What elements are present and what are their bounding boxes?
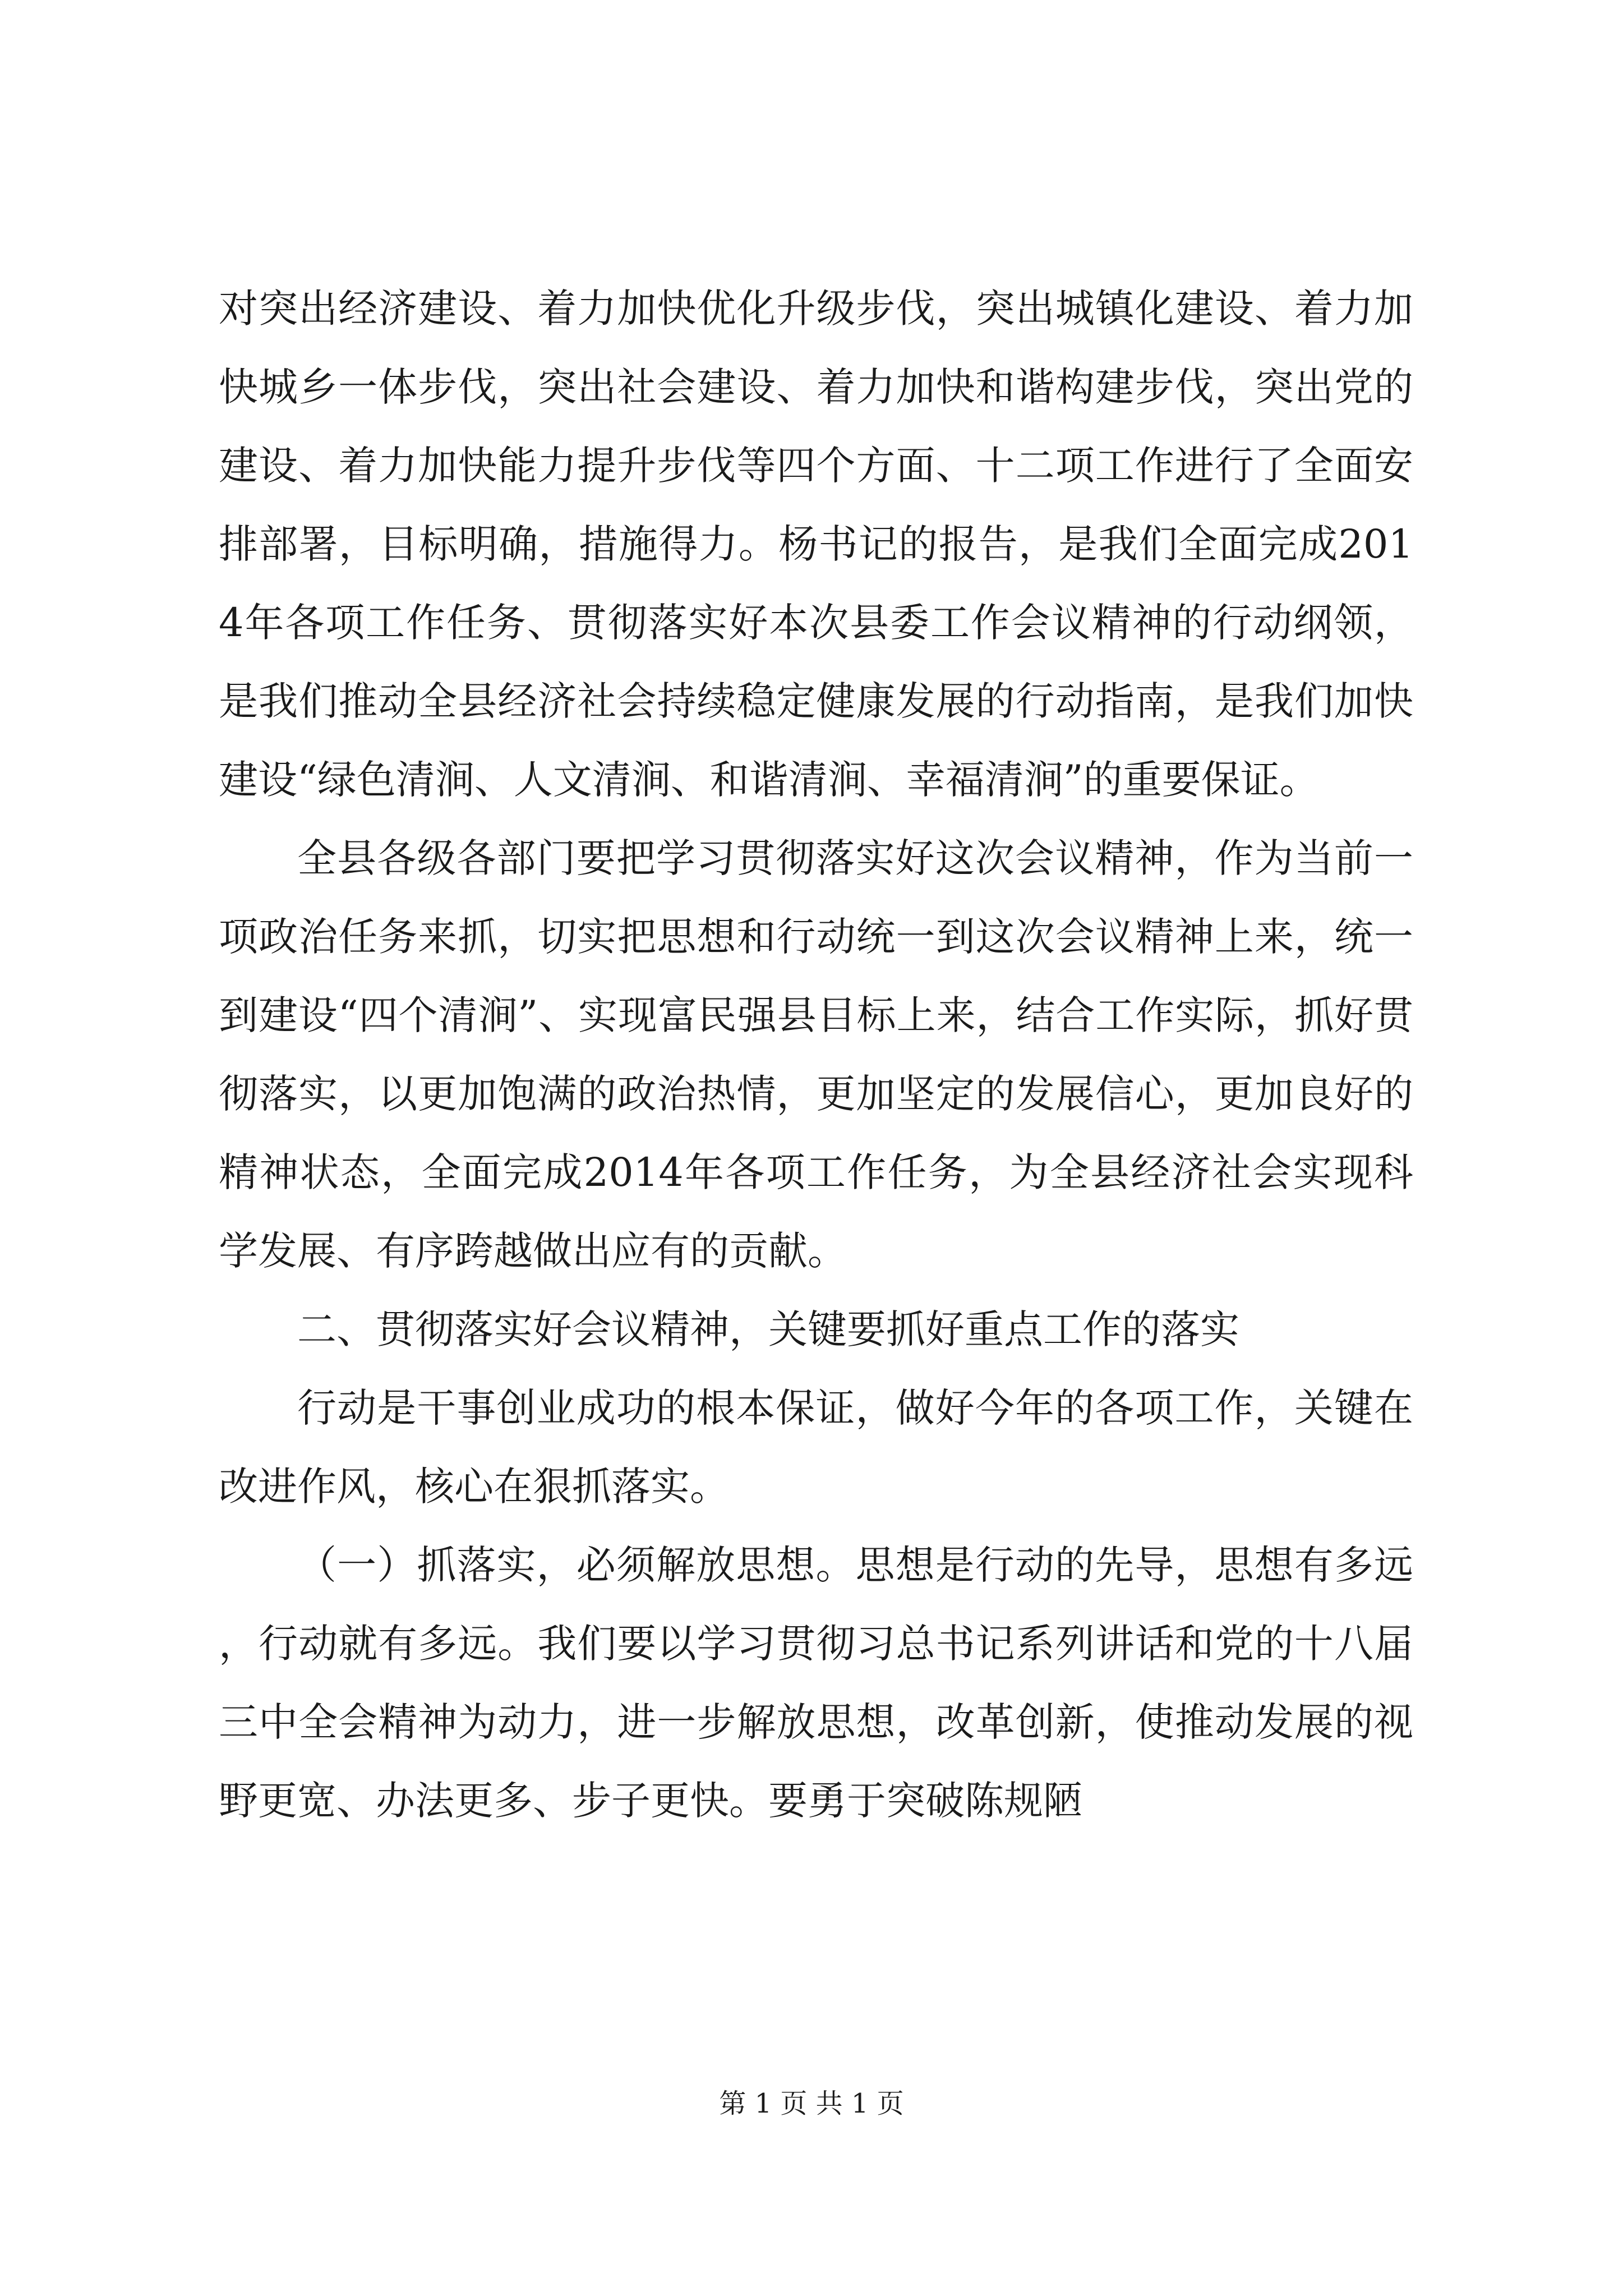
- section-heading: 二、贯彻落实好会议精神，关键要抓好重点工作的落实: [297, 1306, 1239, 1352]
- paragraph-3: 行动是干事创业成功的根本保证，做好今年的各项工作，关键在改进作风，核心在狠抓落实。: [219, 1385, 1413, 1510]
- paragraph-2: 全县各级各部门要把学习贯彻落实好这次会议精神，作为当前一项政治任务来抓，切实把思想和行动统一到这次会议精神上来，统一到建设“四个清涧”、实现富民强县目标上来，结合工作实际，抓好贯彻落实，以更加饱满的政治热情，更加坚定的发展信心，更加良好的精神状态，全面完成2014年各项工作任务，为全县经济社会实现科学发展、有序跨越做出应有的贡献。: [219, 835, 1413, 1274]
- page-footer: [0, 2087, 1623, 2120]
- document-body: [219, 269, 1413, 1840]
- paragraph-1: 对突出经济建设、着力加快优化升级步伐，突出城镇化建设、着力加快城乡一体步伐，突出社会建设、着力加快和谐构建步伐，突出党的建设、着力加快能力提升步伐等四个方面、十二项工作进行了全面安排部署，目标明确，措施得力。杨书记的报告，是我们全面完成2014年各项工作任务、贯彻落实好本次县委工作会议精神的行动纲领，是我们推动全县经济社会持续稳定健康发展的行动指南，是我们加快建设“绿色清涧、人文清涧、和谐清涧、幸福清涧”的重要保证。: [219, 286, 1413, 803]
- page-number-label: 第 1 页 共 1 页: [719, 2088, 904, 2119]
- paragraph-4: （一）抓落实，必须解放思想。思想是行动的先导，思想有多远，行动就有多远。我们要以学习贯彻习总书记系列讲话和党的十八届三中全会精神为动力，进一步解放思想，改革创新，使推动发展的视野更宽、办法更多、步子更快。要勇于突破陈规陋: [219, 1542, 1413, 1824]
